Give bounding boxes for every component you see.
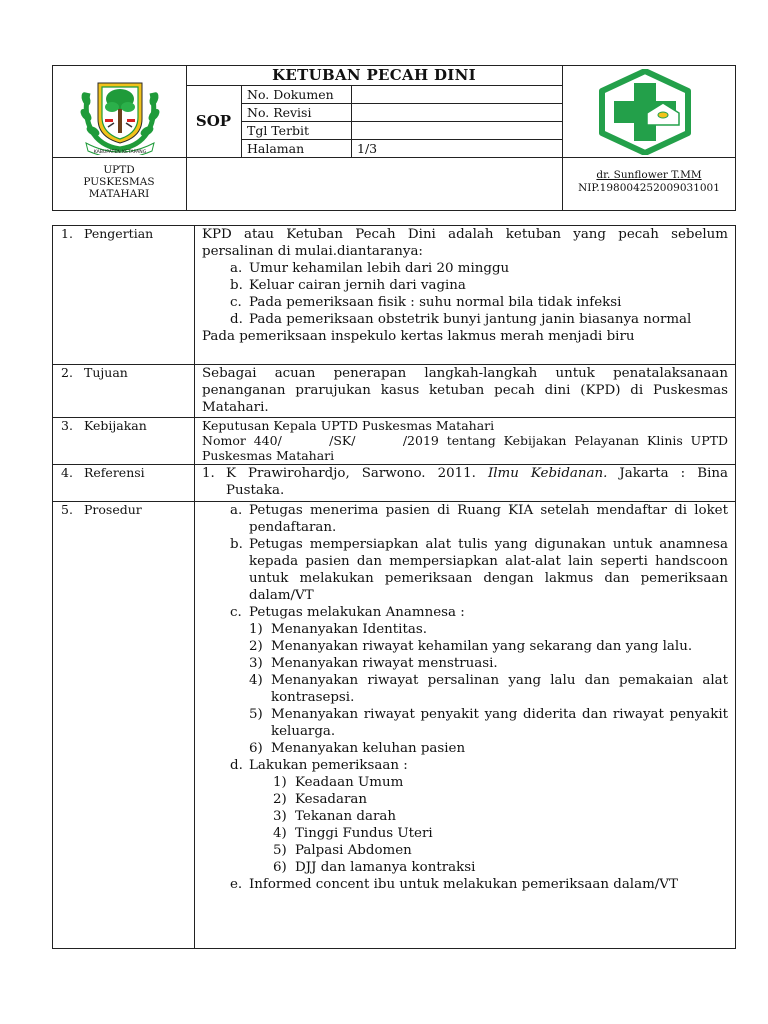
section-title: Kebijakan bbox=[84, 418, 147, 433]
field-value-halaman: 1/3 bbox=[357, 141, 378, 156]
table-row bbox=[53, 226, 736, 365]
field-label-halaman: Halaman bbox=[247, 141, 305, 156]
section-number: 4. bbox=[61, 465, 73, 480]
list-item: c. Pada pemeriksaan fisik : suhu normal bila tidak infeksi bbox=[230, 295, 622, 310]
section-title: Referensi bbox=[84, 465, 145, 480]
procedure-step: d. Lakukan pemeriksaan : bbox=[230, 758, 408, 773]
procedure-substep: 2) Kesadaran bbox=[273, 792, 367, 807]
procedure-step: a. Petugas menerima pasien di Ruang KIA setelah mendaftar di loket pendaftaran. bbox=[230, 503, 728, 535]
signer-name: dr. Sunflower T.MM bbox=[596, 169, 702, 181]
document-header bbox=[52, 65, 736, 211]
procedure-substep: 5) Palpasi Abdomen bbox=[273, 843, 412, 858]
procedure-substep: 3) Menanyakan riwayat menstruasi. bbox=[249, 656, 498, 671]
paragraph: KPD atau Ketuban Pecah Dini adalah ketuban yang pecah sebelum persalinan di mulai.diantaranya: bbox=[202, 227, 728, 259]
section-number: 5. bbox=[61, 502, 73, 517]
puskesmas-logo bbox=[595, 69, 695, 155]
section-content bbox=[195, 502, 736, 949]
field-label-tgl-terbit: Tgl Terbit bbox=[247, 123, 310, 138]
paragraph: Nomor 440/ /SK/ /2019 tentang Kebijakan Pelayanan Klinis UPTD Puskesmas Matahari bbox=[202, 433, 732, 463]
section-title: Tujuan bbox=[84, 365, 128, 380]
reference-publisher: Jakarta : Bina Pustaka. bbox=[226, 466, 728, 498]
section-number: 3. bbox=[61, 418, 73, 433]
procedure-substep: 5) Menanyakan riwayat penyakit yang diderita dan riwayat penyakit keluarga. bbox=[249, 707, 728, 739]
procedure-step: c. Petugas melakukan Anamnesa : bbox=[230, 605, 465, 620]
section-number: 1. bbox=[61, 226, 73, 241]
procedure-substep: 3) Tekanan darah bbox=[273, 809, 396, 824]
table-row bbox=[53, 418, 736, 465]
section-content bbox=[195, 418, 736, 465]
procedure-substep: 2) Menanyakan riwayat kehamilan yang sekarang dan yang lalu. bbox=[249, 639, 693, 654]
reference-title: Ilmu Kebidanan. bbox=[487, 466, 608, 481]
section-label bbox=[53, 465, 195, 502]
procedure-step: e. Informed concent ibu untuk melakukan pemeriksaan dalam/VT bbox=[230, 877, 678, 892]
paragraph: Pada pemeriksaan inspekulo kertas lakmus merah menjadi biru bbox=[202, 329, 635, 344]
table-row bbox=[53, 465, 736, 502]
section-label bbox=[53, 365, 195, 418]
table-row bbox=[53, 502, 736, 949]
page-title: KETUBAN PECAH DINI bbox=[272, 66, 476, 84]
sop-content-table bbox=[52, 225, 736, 949]
org-line: MATAHARI bbox=[88, 188, 150, 200]
section-title: Pengertian bbox=[84, 226, 154, 241]
section-content bbox=[195, 365, 736, 418]
paragraph: Sebagai acuan penerapan langkah-langkah untuk penatalaksanaan penanganan prarujukan kasus ketuban pecah dini (KPD) di Puskesmas Matahari. bbox=[202, 366, 728, 415]
org-name bbox=[52, 164, 186, 200]
reference-author: K Prawirohardjo, Sarwono. 2011. bbox=[226, 466, 476, 481]
reference-item bbox=[202, 465, 728, 499]
procedure-step: b. Petugas mempersiapkan alat tulis yang digunakan untuk anamnesa kepada pasien dan mempersiapkan alat-alat lain seperti handscoon untuk melakukan pemeriksaan dengan lakmus dan pemeriksaan dalam/VT bbox=[230, 537, 728, 603]
procedure-substep: 4) Tinggi Fundus Uteri bbox=[273, 826, 433, 841]
procedure-substep: 4) Menanyakan riwayat persalinan yang lalu dan pemakaian alat kontrasepsi. bbox=[249, 673, 728, 705]
reference-number: 1. bbox=[202, 466, 215, 481]
org-line: PUSKESMAS bbox=[83, 176, 155, 188]
kabupaten-ketapang-logo bbox=[78, 69, 162, 155]
list-item: a. Umur kehamilan lebih dari 20 minggu bbox=[230, 261, 510, 276]
section-content bbox=[195, 226, 736, 365]
section-title: Prosedur bbox=[84, 502, 142, 517]
sop-label: SOP bbox=[195, 112, 232, 130]
procedure-substep: 6) DJJ dan lamanya kontraksi bbox=[273, 860, 476, 875]
signer-nip: NIP.198004252009031001 bbox=[578, 182, 720, 194]
field-label-no-revisi: No. Revisi bbox=[247, 105, 312, 120]
section-label bbox=[53, 502, 195, 949]
paragraph: Keputusan Kepala UPTD Puskesmas Matahari bbox=[202, 418, 495, 433]
logo-ribbon-text: KABUPATEN KETAPANG bbox=[93, 150, 147, 155]
procedure-substep: 1) Keadaan Umum bbox=[273, 775, 404, 790]
section-content bbox=[195, 465, 736, 502]
section-number: 2. bbox=[61, 365, 73, 380]
table-row bbox=[53, 365, 736, 418]
section-label bbox=[53, 226, 195, 365]
org-line: UPTD bbox=[103, 164, 135, 176]
procedure-substep: 6) Menanyakan keluhan pasien bbox=[249, 741, 466, 756]
list-item: b. Keluar cairan jernih dari vagina bbox=[230, 278, 466, 293]
list-item: d. Pada pemeriksaan obstetrik bunyi jantung janin biasanya normal bbox=[230, 312, 692, 327]
field-label-no-dokumen: No. Dokumen bbox=[247, 87, 334, 102]
section-label bbox=[53, 418, 195, 465]
procedure-substep: 1) Menanyakan Identitas. bbox=[249, 622, 427, 637]
